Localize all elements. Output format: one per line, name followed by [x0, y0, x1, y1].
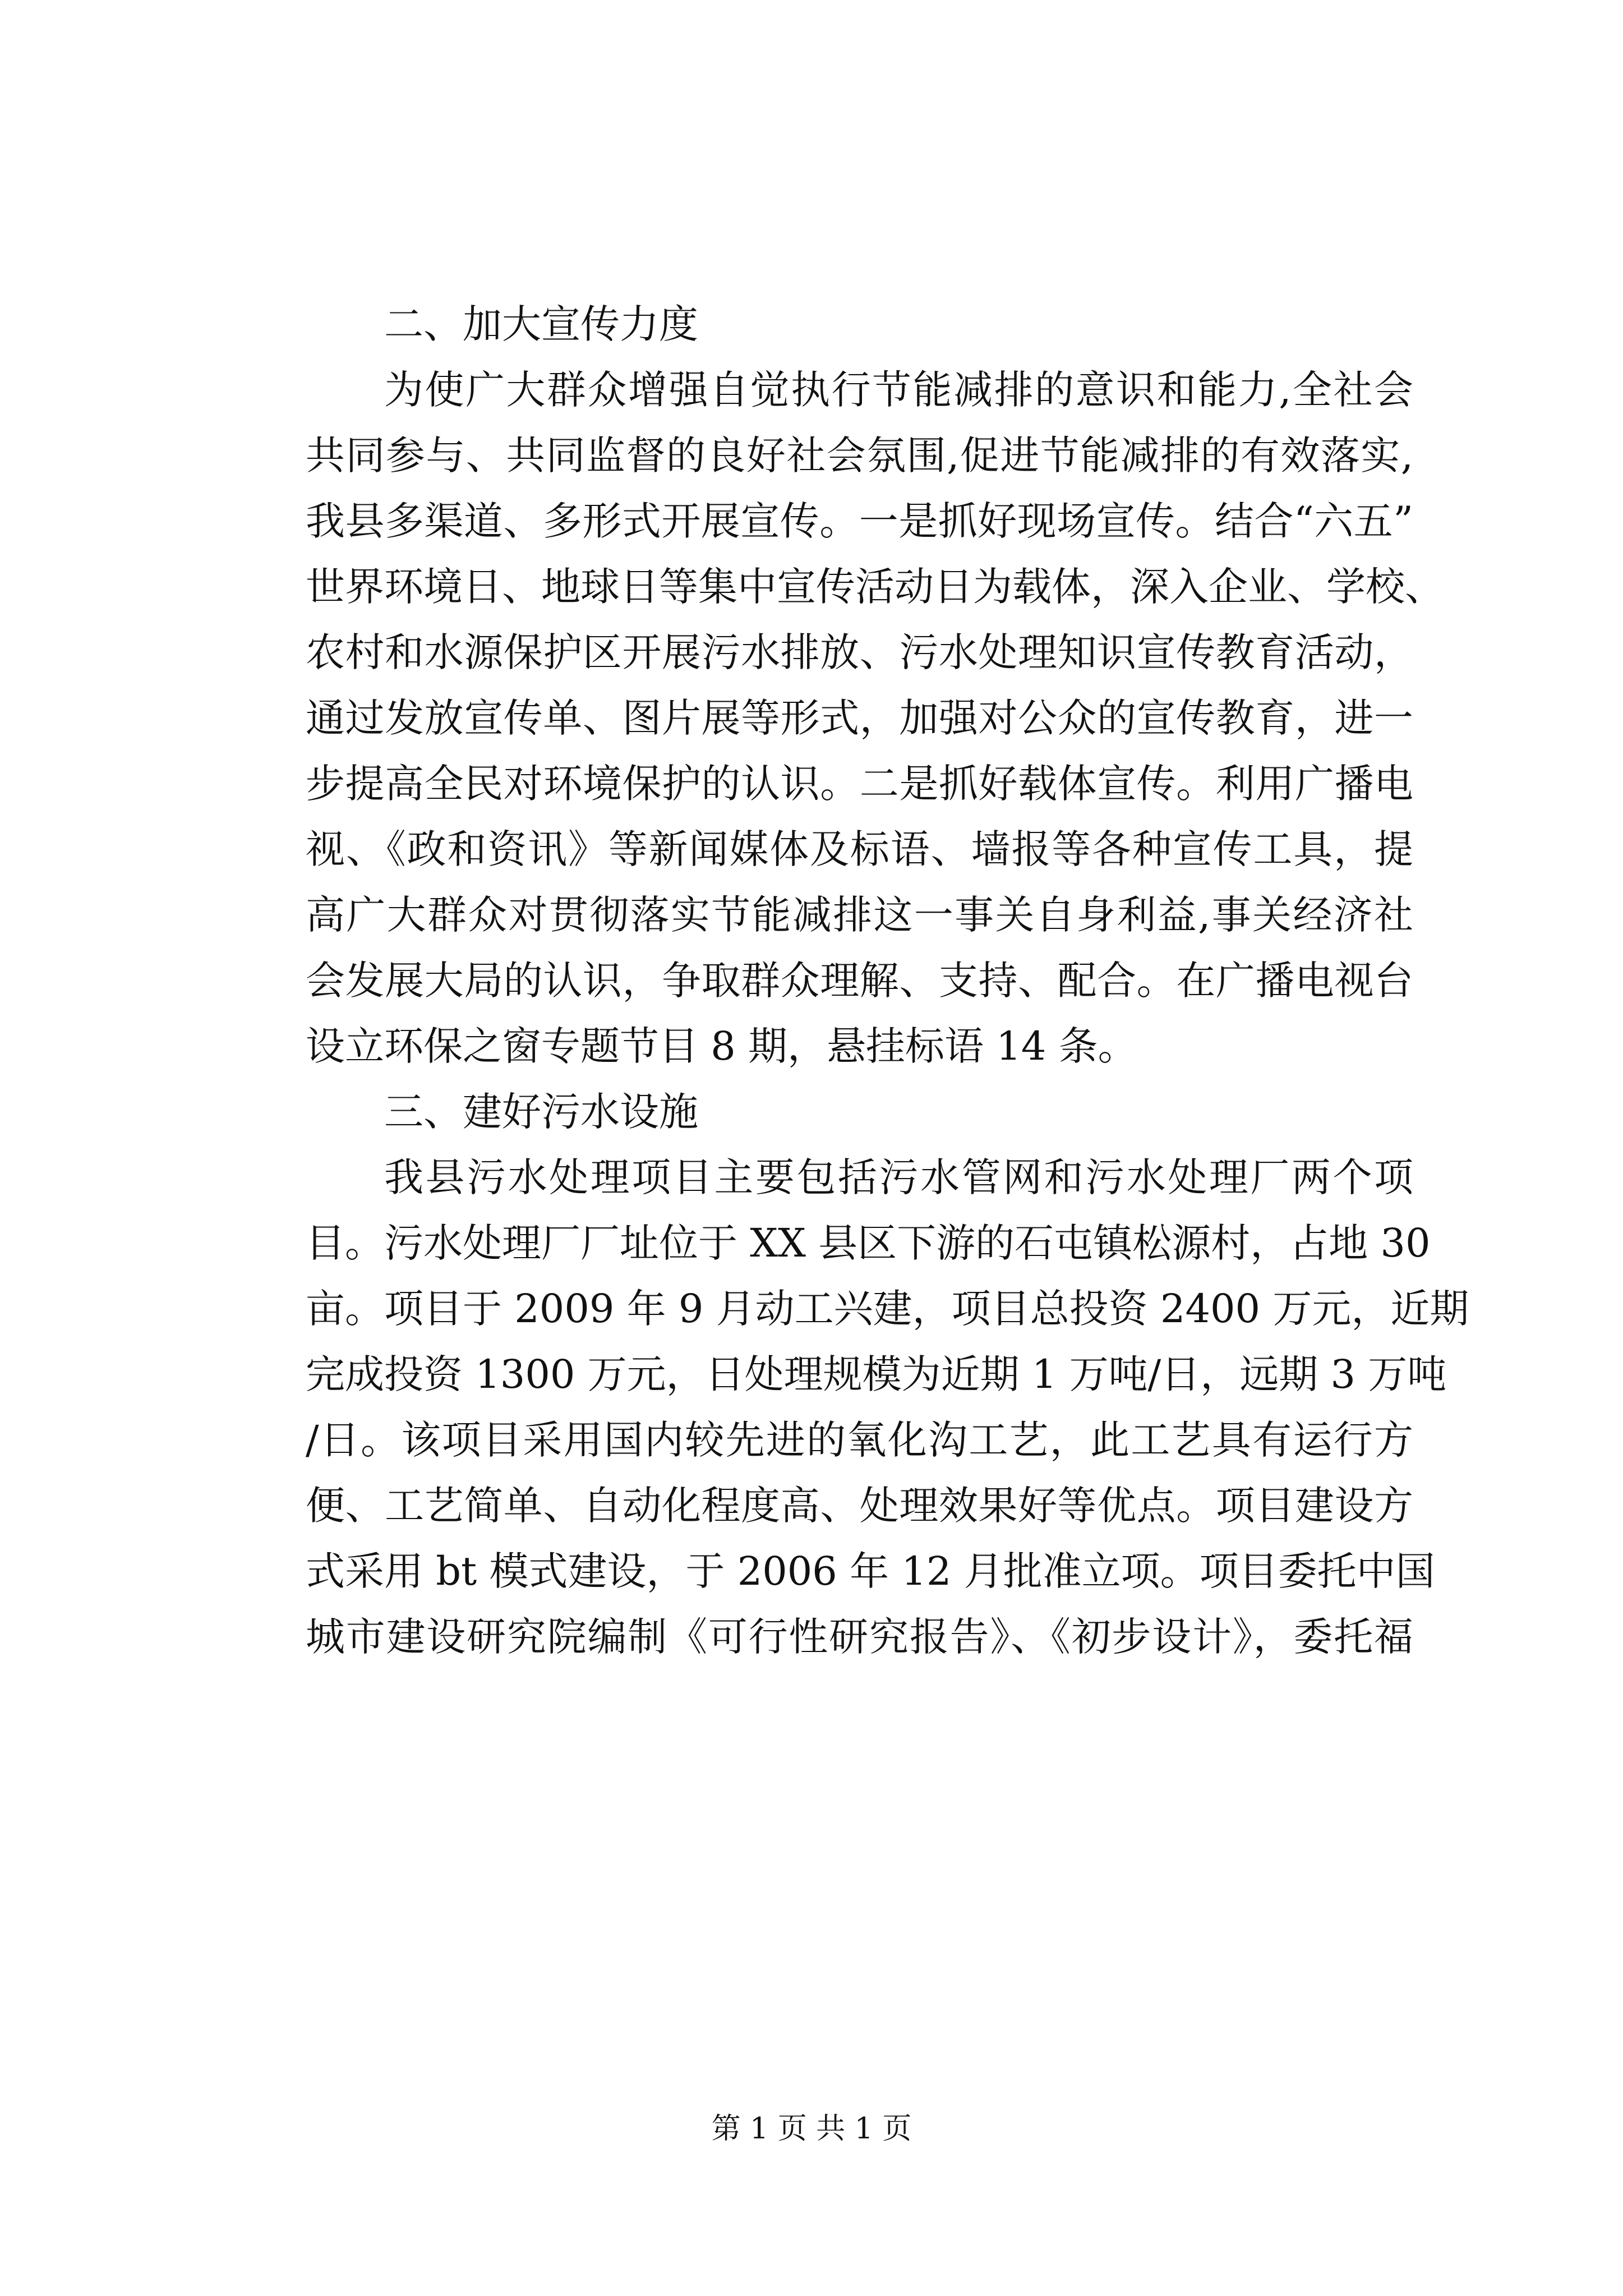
paragraph-line: /日。该项目采用国内较先进的氧化沟工艺，此工艺具有运行方 [306, 1417, 1413, 1463]
paragraph-line: 我县污水处理项目主要包括污水管网和污水处理厂两个项 [384, 1154, 1413, 1200]
paragraph-line: 为使广大群众增强自觉执行节能减排的意识和能力,全社会 [384, 367, 1413, 413]
paragraph-line: 我县多渠道、多形式开展宣传。一是抓好现场宣传。结合“六五” [306, 498, 1413, 544]
paragraph-line: 步提高全民对环境保护的认识。二是抓好载体宣传。利用广播电 [306, 761, 1413, 807]
paragraph-line: 视、《政和资讯》等新闻媒体及标语、墙报等各种宣传工具，提 [306, 826, 1413, 872]
paragraph-line: 会发展大局的认识，争取群众理解、支持、配合。在广播电视台 [306, 958, 1413, 1004]
paragraph-line: 式采用 bt 模式建设，于 2006 年 12 月批准立项。项目委托中国 [306, 1548, 1435, 1594]
page-number-label: 第 1 页 共 1 页 [711, 2112, 912, 2146]
paragraph-line: 完成投资 1300 万元，日处理规模为近期 1 万吨/日，远期 3 万吨 [306, 1351, 1447, 1397]
paragraph-line: 共同参与、共同监督的良好社会氛围,促进节能减排的有效落实, [306, 432, 1413, 478]
paragraph-line: 设立环保之窗专题节目 8 期，悬挂标语 14 条。 [306, 1023, 1137, 1069]
page-footer [0, 2109, 1623, 2148]
paragraph-line: 通过发放宣传单、图片展等形式，加强对公众的宣传教育，进一 [306, 695, 1413, 741]
paragraph-line: 城市建设研究院编制《可行性研究报告》、《初步设计》，委托福 [306, 1614, 1413, 1660]
paragraph-line: 亩。项目于 2009 年 9 月动工兴建，项目总投资 2400 万元，近期 [306, 1286, 1469, 1332]
section-heading-3: 三、建好污水设施 [384, 1089, 698, 1135]
section-heading-2: 二、加大宣传力度 [384, 301, 698, 347]
paragraph-line: 便、工艺简单、自动化程度高、处理效果好等优点。项目建设方 [306, 1483, 1413, 1529]
paragraph-line: 目。污水处理厂厂址位于 XX 县区下游的石屯镇松源村，占地 30 [306, 1220, 1431, 1266]
paragraph-line: 高广大群众对贯彻落实节能减排这一事关自身利益,事关经济社 [306, 892, 1413, 938]
paragraph-line: 世界环境日、地球日等集中宣传活动日为载体，深入企业、学校、 [306, 564, 1444, 610]
paragraph-line: 农村和水源保护区开展污水排放、污水处理知识宣传教育活动， [306, 629, 1413, 675]
document-body [306, 292, 1469, 1670]
